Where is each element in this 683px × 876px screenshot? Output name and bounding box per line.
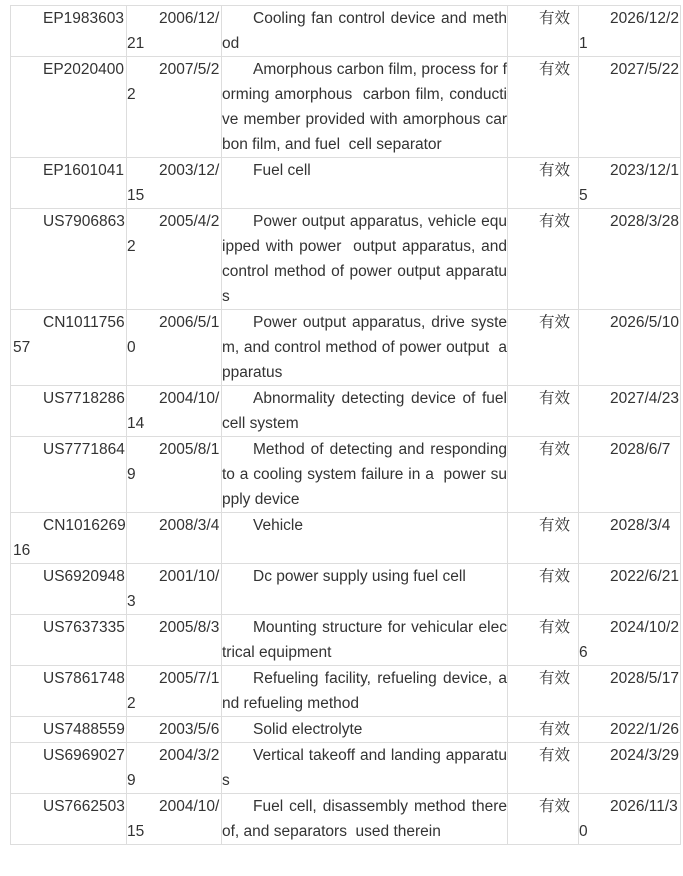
filing-date-text: 2006/5/10 xyxy=(127,314,220,356)
patent-number-text: US7861748 xyxy=(43,670,125,687)
expiry-date-cell xyxy=(579,513,681,564)
patent-number-cell xyxy=(11,310,127,386)
table-row xyxy=(11,310,681,386)
table-row xyxy=(11,564,681,615)
patent-number-text: EP1983603 xyxy=(43,10,125,27)
status-cell xyxy=(508,717,579,743)
patent-number-cell xyxy=(11,794,127,845)
patent-number-cell xyxy=(11,513,127,564)
table-row xyxy=(11,717,681,743)
filing-date-cell xyxy=(127,666,222,717)
patent-number-cell xyxy=(11,717,127,743)
status-cell xyxy=(508,794,579,845)
patent-number-cell xyxy=(11,158,127,209)
table-row xyxy=(11,615,681,666)
status-cell xyxy=(508,310,579,386)
patent-title-cell xyxy=(222,158,508,209)
patent-number-text: US7637335 xyxy=(43,619,125,636)
expiry-date-text: 2026/5/10 xyxy=(610,314,679,331)
expiry-date-text: 2028/3/28 xyxy=(610,213,679,230)
expiry-date-text: 2028/3/4 xyxy=(610,517,671,534)
patent-title-cell xyxy=(222,437,512,513)
table-row xyxy=(11,666,681,717)
patent-title-text: Dc power supply using fuel cell xyxy=(253,568,466,585)
filing-date-text: 2008/3/4 xyxy=(159,517,220,534)
patent-title-text: Vertical takeoff and landing apparatus xyxy=(222,747,507,789)
status-cell xyxy=(508,6,579,57)
status-text: 有效 xyxy=(539,517,571,534)
patent-number-cell xyxy=(11,564,127,615)
filing-date-cell xyxy=(127,615,222,666)
patent-number-text: US6920948 xyxy=(43,568,125,585)
expiry-date-cell xyxy=(579,615,681,666)
status-text: 有效 xyxy=(539,568,571,585)
patent-number-text: US6969027 xyxy=(43,747,125,764)
status-text: 有效 xyxy=(539,721,571,738)
filing-date-text: 2006/12/21 xyxy=(127,10,220,52)
filing-date-cell xyxy=(127,57,222,158)
patent-number-cell xyxy=(11,743,127,794)
patent-number-cell xyxy=(11,386,127,437)
filing-date-text: 2003/5/6 xyxy=(159,721,220,738)
filing-date-text: 2005/8/3 xyxy=(159,619,220,636)
patent-title-text: Method of detecting and responding to a cooling system failure in a power supply device xyxy=(222,441,512,508)
expiry-date-cell xyxy=(579,743,681,794)
patent-title-cell xyxy=(222,310,508,386)
status-text: 有效 xyxy=(539,441,571,458)
expiry-date-text: 2026/12/21 xyxy=(579,10,679,52)
status-cell xyxy=(508,386,579,437)
table-row xyxy=(11,437,681,513)
table-row xyxy=(11,57,681,158)
patent-title-cell xyxy=(222,386,512,437)
expiry-date-text: 2027/5/22 xyxy=(610,61,679,78)
patent-title-cell xyxy=(222,6,508,57)
status-cell xyxy=(508,209,579,310)
status-text: 有效 xyxy=(539,213,571,230)
filing-date-text: 2007/5/22 xyxy=(127,61,220,103)
patent-title-text: Amorphous carbon film, process for forming amorphous carbon film, conductive member provided with amorphous carbon film, and fuel cell separator xyxy=(222,61,507,153)
table-row xyxy=(11,158,681,209)
status-text: 有效 xyxy=(539,747,571,764)
expiry-date-cell xyxy=(579,717,681,743)
patent-title-text: Abnormality detecting device of fuel cell system xyxy=(222,390,512,432)
filing-date-cell xyxy=(127,437,222,513)
status-cell xyxy=(508,743,579,794)
expiry-date-cell xyxy=(579,564,681,615)
patent-number-text: US7906863 xyxy=(43,213,125,230)
expiry-date-cell xyxy=(579,6,681,57)
expiry-date-cell xyxy=(579,666,681,717)
patent-table xyxy=(10,5,681,845)
table-row xyxy=(11,386,681,437)
filing-date-cell xyxy=(127,6,222,57)
filing-date-text: 2005/8/19 xyxy=(127,441,220,483)
patent-title-cell xyxy=(222,57,508,158)
patent-number-text: EP1601041 xyxy=(43,162,125,179)
status-text: 有效 xyxy=(539,314,571,331)
expiry-date-text: 2027/4/23 xyxy=(610,390,679,407)
patent-title-cell xyxy=(222,743,508,794)
patent-title-text: Power output apparatus, vehicle equipped with power output apparatus, and control method of power output apparatus xyxy=(222,213,512,305)
table-row xyxy=(11,743,681,794)
status-text: 有效 xyxy=(539,670,571,687)
filing-date-cell xyxy=(127,743,222,794)
patent-title-text: Fuel cell, disassembly method thereof, and separators used therein xyxy=(222,798,507,840)
patent-title-cell xyxy=(222,717,508,743)
expiry-date-text: 2028/6/7 xyxy=(610,441,671,458)
expiry-date-cell xyxy=(579,386,681,437)
expiry-date-cell xyxy=(579,794,681,845)
status-cell xyxy=(508,513,579,564)
expiry-date-cell xyxy=(579,310,681,386)
expiry-date-text: 2026/11/30 xyxy=(579,798,678,840)
patent-number-cell xyxy=(11,57,127,158)
filing-date-text: 2004/10/14 xyxy=(127,390,220,432)
status-text: 有效 xyxy=(539,61,571,78)
filing-date-text: 2005/4/22 xyxy=(127,213,220,255)
expiry-date-cell xyxy=(579,158,681,209)
filing-date-cell xyxy=(127,158,222,209)
expiry-date-cell xyxy=(579,437,681,513)
expiry-date-cell xyxy=(579,209,681,310)
patent-number-cell xyxy=(11,666,127,717)
patent-number-cell xyxy=(11,209,127,310)
expiry-date-text: 2022/1/26 xyxy=(610,721,679,738)
patent-number-text: EP2020400 xyxy=(43,61,125,78)
patent-title-cell xyxy=(222,564,508,615)
patent-title-cell xyxy=(222,513,508,564)
filing-date-cell xyxy=(127,513,222,564)
filing-date-text: 2004/10/15 xyxy=(127,798,220,840)
status-cell xyxy=(508,666,579,717)
patent-title-cell xyxy=(222,615,508,666)
filing-date-cell xyxy=(127,794,222,845)
patent-number-cell xyxy=(11,437,127,513)
patent-title-text: Power output apparatus, drive system, and control method of power output apparatus xyxy=(222,314,507,381)
status-cell xyxy=(508,564,579,615)
patent-title-text: Fuel cell xyxy=(253,162,311,179)
table-row xyxy=(11,794,681,845)
filing-date-cell xyxy=(127,564,222,615)
filing-date-text: 2004/3/29 xyxy=(127,747,220,789)
table-row xyxy=(11,6,681,57)
status-text: 有效 xyxy=(539,10,571,27)
status-cell xyxy=(508,158,579,209)
status-text: 有效 xyxy=(539,798,571,815)
expiry-date-text: 2024/3/29 xyxy=(610,747,679,764)
patent-number-cell xyxy=(11,615,127,666)
patent-title-text: Cooling fan control device and method xyxy=(222,10,507,52)
status-cell xyxy=(508,57,579,158)
patent-number-text: US7771864 xyxy=(43,441,125,458)
status-text: 有效 xyxy=(539,390,571,407)
patent-number-text: US7718286 xyxy=(43,390,125,407)
patent-title-cell xyxy=(222,209,512,310)
patent-title-cell xyxy=(222,666,508,717)
expiry-date-text: 2028/5/17 xyxy=(610,670,679,687)
patent-number-text: US7488559 xyxy=(43,721,125,738)
patent-title-text: Refueling facility, refueling device, and refueling method xyxy=(222,670,507,712)
patent-title-text: Vehicle xyxy=(253,517,303,534)
filing-date-cell xyxy=(127,386,222,437)
patent-number-text: CN101175657 xyxy=(13,314,125,356)
filing-date-cell xyxy=(127,209,222,310)
filing-date-cell xyxy=(127,717,222,743)
filing-date-cell xyxy=(127,310,222,386)
expiry-date-text: 2024/10/26 xyxy=(579,619,679,661)
patent-title-text: Solid electrolyte xyxy=(253,721,363,738)
patent-number-cell xyxy=(11,6,127,57)
patent-title-cell xyxy=(222,794,508,845)
patent-number-text: CN101626916 xyxy=(13,517,126,559)
status-text: 有效 xyxy=(539,619,571,636)
patent-title-text: Mounting structure for vehicular electrical equipment xyxy=(222,619,507,661)
status-cell xyxy=(508,437,579,513)
patent-table-body xyxy=(11,6,681,845)
expiry-date-text: 2022/6/21 xyxy=(610,568,679,585)
filing-date-text: 2005/7/12 xyxy=(127,670,220,712)
expiry-date-text: 2023/12/15 xyxy=(579,162,679,204)
filing-date-text: 2003/12/15 xyxy=(127,162,220,204)
table-row xyxy=(11,209,681,310)
status-text: 有效 xyxy=(539,162,571,179)
patent-number-text: US7662503 xyxy=(43,798,125,815)
table-row xyxy=(11,513,681,564)
expiry-date-cell xyxy=(579,57,681,158)
status-cell xyxy=(508,615,579,666)
filing-date-text: 2001/10/3 xyxy=(127,568,220,610)
